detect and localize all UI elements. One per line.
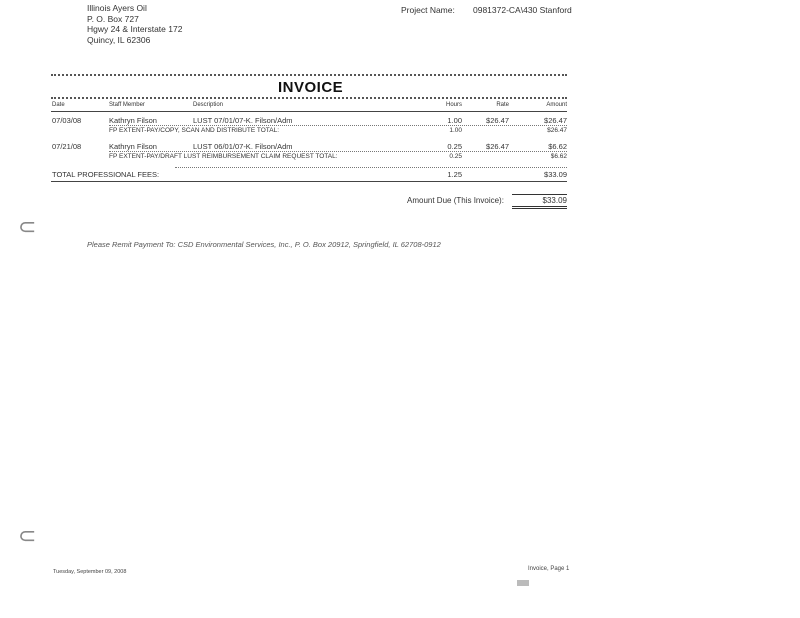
top-divider xyxy=(51,74,567,76)
subtotal-divider xyxy=(109,151,567,152)
total-underline xyxy=(51,181,567,182)
entry-rate: $26.47 xyxy=(486,116,509,125)
subtotal-hours: 1.00 xyxy=(449,127,462,134)
subtotal-amount: $26.47 xyxy=(547,127,567,134)
client-city-line: Quincy, IL 62306 xyxy=(87,34,151,45)
entry-description: LUST 07/01/07-K. Filson/Adm xyxy=(193,116,293,125)
footer-date: Tuesday, September 09, 2008 xyxy=(53,569,127,575)
subtotal-hours: 0.25 xyxy=(449,153,462,160)
header-underline xyxy=(51,111,567,112)
invoice-title: INVOICE xyxy=(278,79,344,96)
entry-description: LUST 06/01/07-K. Filson/Adm xyxy=(193,142,293,151)
subtotal-label: FP EXTENT-PAY/DRAFT LUST REIMBURSEMENT CLAIM REQUEST TOTAL: xyxy=(109,153,338,160)
entry-hours: 0.25 xyxy=(447,142,462,151)
entry-amount: $26.47 xyxy=(544,116,567,125)
client-address-line1: P. O. Box 727 xyxy=(87,13,139,24)
total-hours: 1.25 xyxy=(447,170,462,179)
entry-rate: $26.47 xyxy=(486,142,509,151)
header-hours: Hours xyxy=(445,102,462,108)
entry-date: 07/03/08 xyxy=(52,116,82,125)
amount-due-label: Amount Due (This Invoice): xyxy=(407,196,504,205)
entry-amount: $6.62 xyxy=(548,142,567,151)
header-date: Date xyxy=(52,102,65,108)
entry-date: 07/21/08 xyxy=(52,142,82,151)
footer-page: Invoice, Page 1 xyxy=(528,566,570,572)
total-fees-label: TOTAL PROFESSIONAL FEES: xyxy=(52,170,160,179)
title-divider xyxy=(51,97,567,99)
header-rate: Rate xyxy=(496,102,509,108)
total-amount: $33.09 xyxy=(544,170,567,179)
project-name-label: Project Name: xyxy=(401,5,455,15)
subtotal-amount: $6.62 xyxy=(550,153,567,160)
project-name-value: 0981372-CA\430 Stanford xyxy=(473,5,572,15)
scan-stamp-mark xyxy=(517,580,529,586)
header-description: Description xyxy=(193,102,224,108)
subtotal-label: FP EXTENT-PAY/COPY, SCAN AND DISTRIBUTE TOTAL: xyxy=(109,127,280,134)
amount-due-value: $33.09 xyxy=(512,194,567,209)
header-staff: Staff Member xyxy=(109,102,145,108)
scan-bracket-mark-icon: ⊂ xyxy=(18,215,37,240)
header-amount: Amount xyxy=(546,102,567,108)
subtotal-divider xyxy=(109,125,567,126)
client-address xyxy=(87,3,182,45)
client-address-line2: Hgwy 24 & Interstate 172 xyxy=(87,24,183,34)
entry-hours: 1.00 xyxy=(447,116,462,125)
scan-bracket-mark-icon: ⊂ xyxy=(18,524,37,549)
total-divider xyxy=(175,167,567,168)
remit-payment-note: Please Remit Payment To: CSD Environmental Services, Inc., P. O. Box 20912, Springfield, IL 62708-0912 xyxy=(87,240,441,249)
entry-staff: Kathryn Filson xyxy=(109,142,157,151)
client-name: Illinois Ayers Oil xyxy=(87,3,147,13)
entry-staff: Kathryn Filson xyxy=(109,116,157,125)
